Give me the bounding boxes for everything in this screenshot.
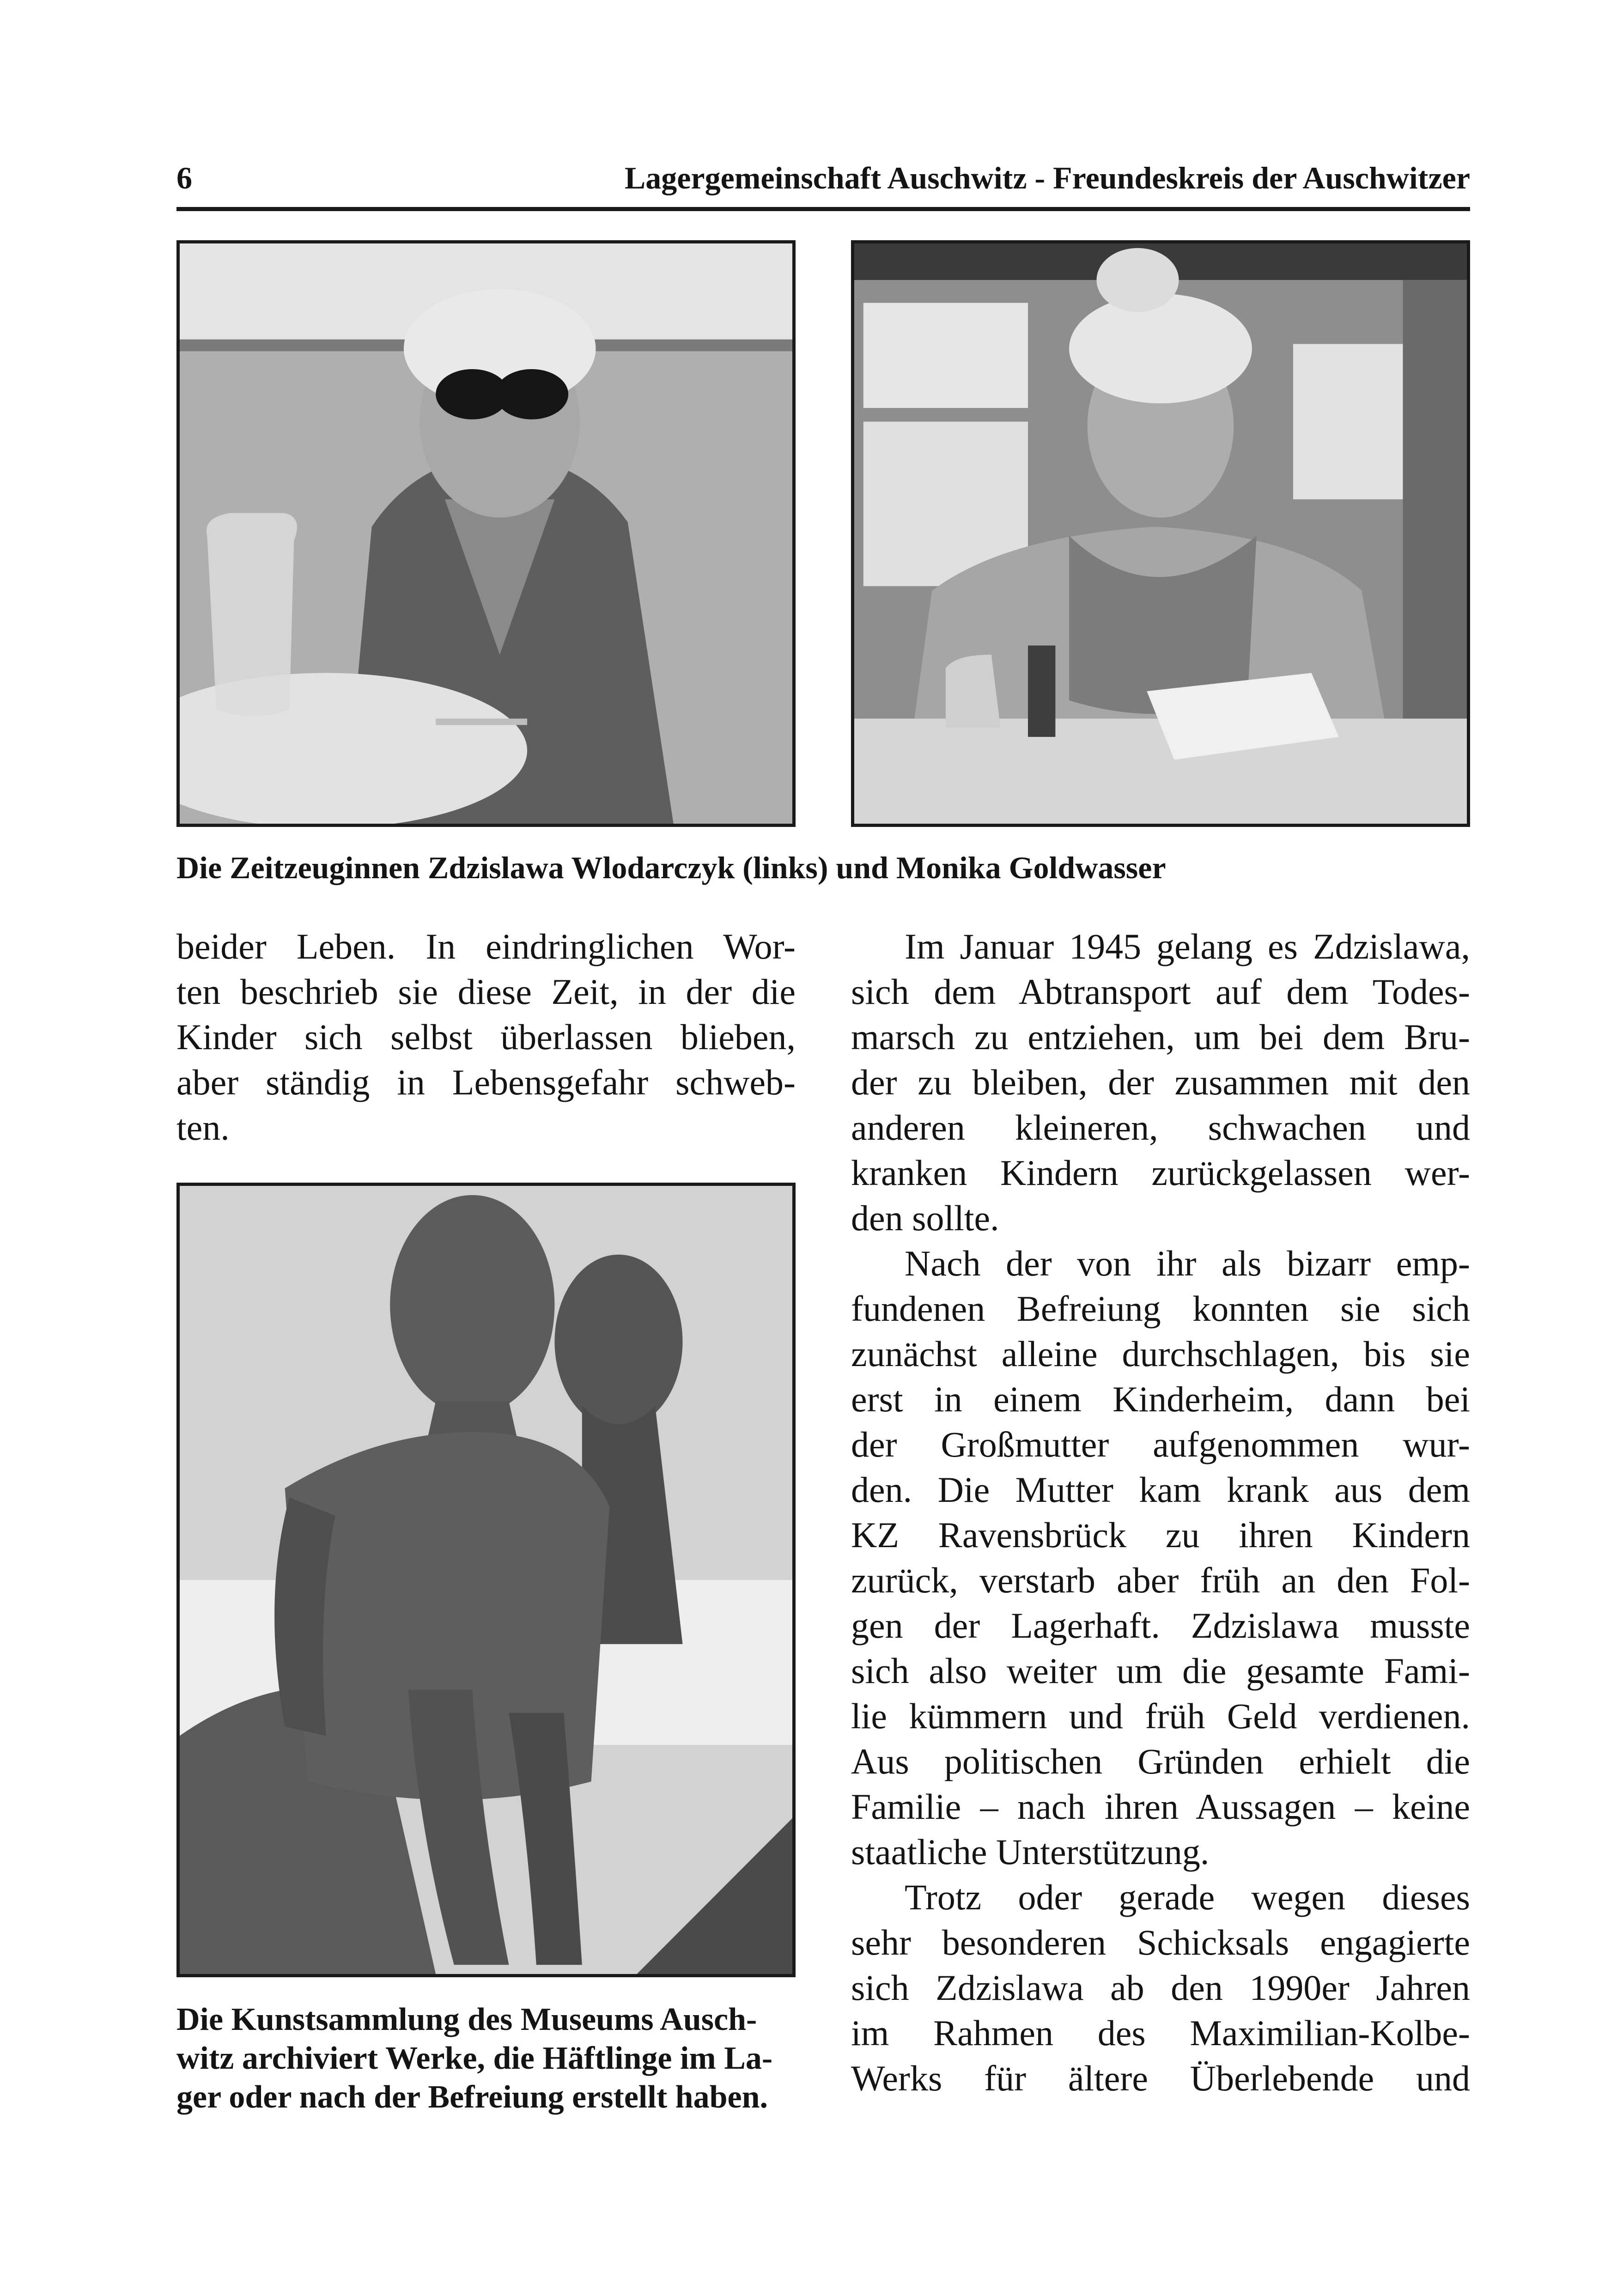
photo-zdzislawa-wlodarczyk <box>176 240 796 827</box>
right-text-line: sich also weiter um die gesamte Fami- <box>851 1651 1470 1691</box>
header-rule <box>176 207 1470 211</box>
right-text-line: sich Zdzislawa ab den 1990er Jahren <box>851 1968 1470 2008</box>
left-text-line: ten. <box>176 1107 230 1148</box>
caption-line: Die Kunstsammlung des Museums Ausch- <box>176 2002 757 2037</box>
right-text-line: der zu bleiben, der zusammen mit den <box>851 1062 1470 1102</box>
right-text-line: KZ Ravensbrück zu ihren Kindern <box>851 1515 1470 1555</box>
right-text-line: sich dem Abtransport auf dem Todes- <box>851 972 1470 1012</box>
right-text-line: zunächst alleine durchschlagen, bis sie <box>851 1334 1470 1374</box>
page-number: 6 <box>176 160 192 195</box>
caption-line: witz archiviert Werke, die Häftlinge im La- <box>176 2041 773 2076</box>
right-text-line: Aus politischen Gründen erhielt die <box>851 1741 1470 1781</box>
photo-sculpture <box>176 1183 796 1977</box>
left-text-line: ten beschrieb sie diese Zeit, in der die <box>176 972 796 1012</box>
right-text-line: Werks für ältere Überlebende und <box>851 2058 1470 2098</box>
right-text-line: sehr besonderen Schicksals engagierte <box>851 1922 1470 1962</box>
right-text-line: Nach der von ihr als bizarr emp- <box>905 1243 1470 1283</box>
right-text-line: staatliche Unterstützung. <box>851 1832 1210 1872</box>
right-text-line: lie kümmern und früh Geld verdienen. <box>851 1696 1470 1736</box>
right-text-line: erst in einem Kinderheim, dann bei <box>851 1379 1470 1419</box>
right-text-line: Familie – nach ihren Aussagen – keine <box>851 1786 1470 1827</box>
left-text-line: beider Leben. In eindringlichen Wor- <box>176 926 796 966</box>
right-text-line: zurück, verstarb aber früh an den Fol- <box>851 1560 1470 1600</box>
right-text-line: anderen kleineren, schwachen und <box>851 1107 1470 1148</box>
photo-monika-goldwasser <box>851 240 1470 827</box>
photo-caption-sculpture <box>176 2000 796 2117</box>
left-text-line: Kinder sich selbst überlassen blieben, <box>176 1017 796 1057</box>
caption-line: ger oder nach der Befreiung erstellt haben. <box>176 2079 768 2115</box>
left-text-line: aber ständig in Lebensgefahr schweb- <box>176 1062 796 1102</box>
right-text-line: fundenen Befreiung konnten sie sich <box>851 1288 1470 1329</box>
right-text-line: der Großmutter aufgenommen wur- <box>851 1424 1470 1464</box>
right-text-line: den. Die Mutter kam krank aus dem <box>851 1470 1470 1510</box>
right-text-line: kranken Kindern zurückgelassen wer- <box>851 1153 1470 1193</box>
right-text-line: marsch zu entziehen, um bei dem Bru- <box>851 1017 1470 1057</box>
right-text-line: Trotz oder gerade wegen dieses <box>905 1877 1470 1917</box>
right-text-line: gen der Lagerhaft. Zdzislawa musste <box>851 1605 1470 1646</box>
right-text-line: Im Januar 1945 gelang es Zdzislawa, <box>905 926 1470 966</box>
right-text-line: den sollte. <box>851 1198 999 1238</box>
running-header: Lagergemeinschaft Auschwitz - Freundeskreis der Auschwitzer <box>624 160 1470 195</box>
photo-caption-top: Die Zeitzeuginnen Zdzislawa Wlodarczyk (links) und Monika Goldwasser <box>176 850 1166 885</box>
right-text-line: im Rahmen des Maximilian-Kolbe- <box>851 2013 1470 2053</box>
